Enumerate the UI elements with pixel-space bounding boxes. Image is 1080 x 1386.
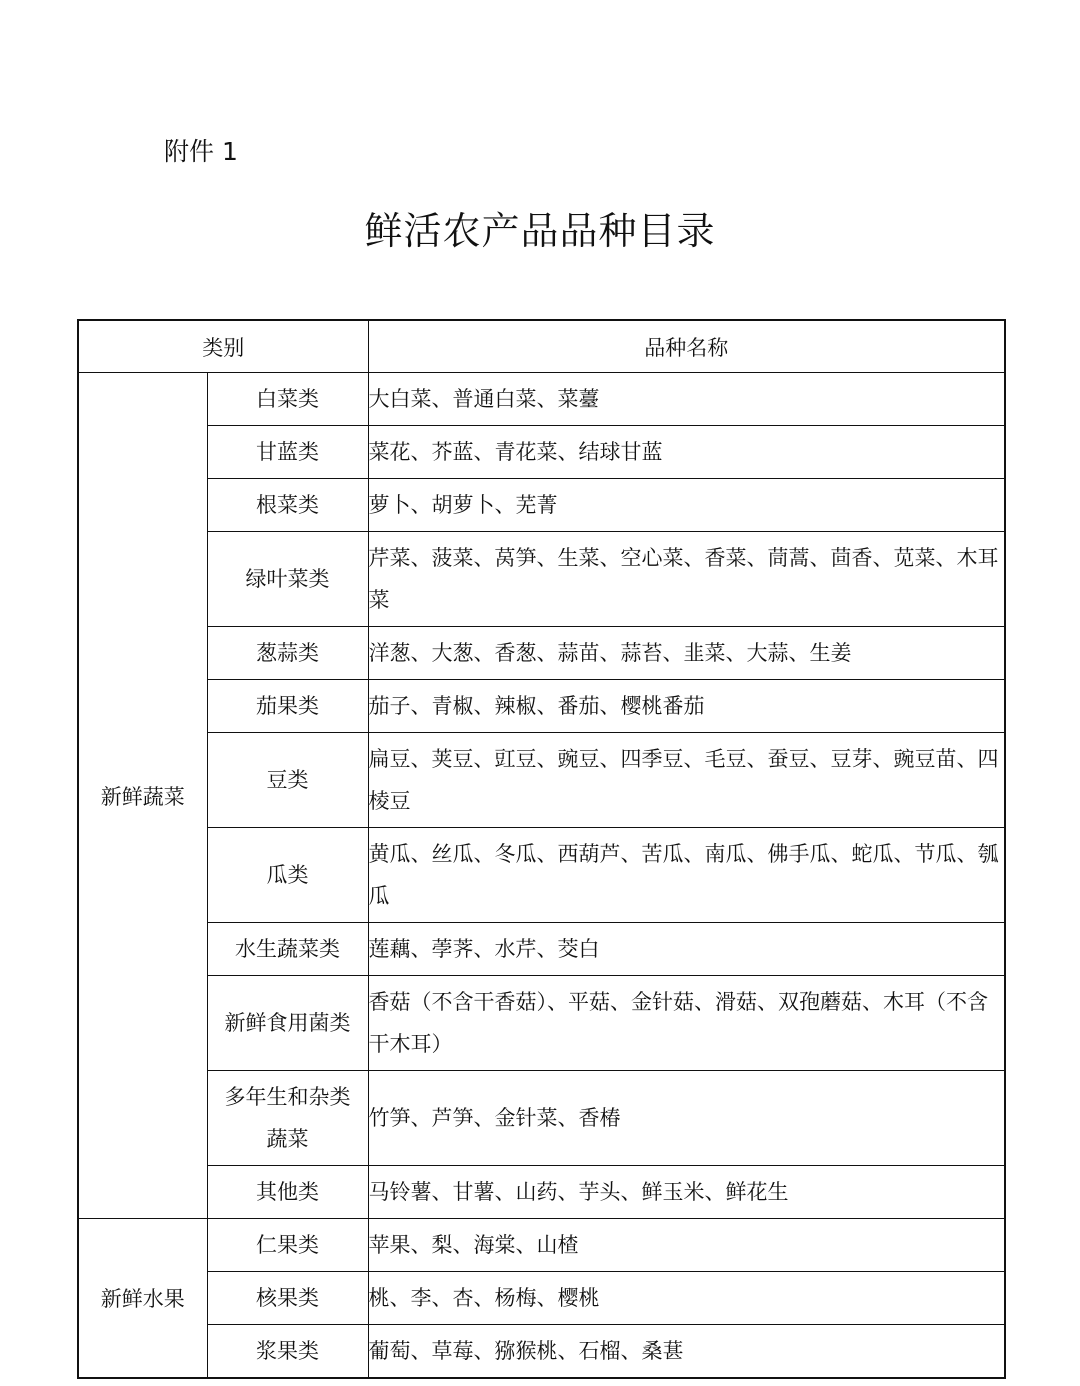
subcategory-cell: 茄果类 <box>207 680 368 733</box>
subcategory-cell: 其他类 <box>207 1166 368 1219</box>
table-row <box>78 680 1005 733</box>
table-row <box>78 828 1005 923</box>
table-header-row <box>78 320 1005 373</box>
annex-label: 附件 1 <box>164 137 238 166</box>
subcategory-cell: 豆类 <box>207 733 368 828</box>
varieties-cell: 竹笋、芦笋、金针菜、香椿 <box>368 1071 1005 1166</box>
subcategory-cell: 核果类 <box>207 1272 368 1325</box>
varieties-cell: 苹果、梨、海棠、山楂 <box>368 1219 1005 1272</box>
subcategory-cell: 水生蔬菜类 <box>207 923 368 976</box>
table-row <box>78 1272 1005 1325</box>
varieties-cell: 葡萄、草莓、猕猴桃、石榴、桑葚 <box>368 1325 1005 1378</box>
subcategory-cell: 新鲜食用菌类 <box>207 976 368 1071</box>
table-row <box>78 976 1005 1071</box>
table-row <box>78 733 1005 828</box>
subcategory-cell: 白菜类 <box>207 373 368 426</box>
page-title: 鲜活农产品品种目录 <box>364 209 716 253</box>
table-row <box>78 1166 1005 1219</box>
table-row <box>78 627 1005 680</box>
subcategory-cell: 葱蒜类 <box>207 627 368 680</box>
varieties-cell: 大白菜、普通白菜、菜薹 <box>368 373 1005 426</box>
varieties-cell: 马铃薯、甘薯、山药、芋头、鲜玉米、鲜花生 <box>368 1166 1005 1219</box>
varieties-cell: 茄子、青椒、辣椒、番茄、樱桃番茄 <box>368 680 1005 733</box>
subcategory-cell: 甘蓝类 <box>207 426 368 479</box>
category-fresh-vegetables: 新鲜蔬菜 <box>78 373 207 1219</box>
table-row <box>78 1071 1005 1166</box>
varieties-cell: 芹菜、菠菜、莴笋、生菜、空心菜、香菜、茼蒿、茴香、苋菜、木耳菜 <box>368 532 1005 627</box>
subcategory-cell: 瓜类 <box>207 828 368 923</box>
header-category: 类别 <box>78 320 368 373</box>
header-varieties: 品种名称 <box>368 320 1005 373</box>
table-row <box>78 532 1005 627</box>
table-row <box>78 1325 1005 1378</box>
varieties-cell: 桃、李、杏、杨梅、樱桃 <box>368 1272 1005 1325</box>
subcategory-cell: 多年生和杂类蔬菜 <box>207 1071 368 1166</box>
catalog-table <box>77 319 1006 1379</box>
table-row <box>78 1219 1005 1272</box>
varieties-cell: 洋葱、大葱、香葱、蒜苗、蒜苔、韭菜、大蒜、生姜 <box>368 627 1005 680</box>
category-fresh-fruits: 新鲜水果 <box>78 1219 207 1378</box>
varieties-cell: 莲藕、荸荠、水芹、茭白 <box>368 923 1005 976</box>
varieties-cell: 扁豆、荚豆、豇豆、豌豆、四季豆、毛豆、蚕豆、豆芽、豌豆苗、四棱豆 <box>368 733 1005 828</box>
table-row <box>78 479 1005 532</box>
varieties-cell: 萝卜、胡萝卜、芜菁 <box>368 479 1005 532</box>
varieties-cell: 黄瓜、丝瓜、冬瓜、西葫芦、苦瓜、南瓜、佛手瓜、蛇瓜、节瓜、瓠瓜 <box>368 828 1005 923</box>
table-row <box>78 923 1005 976</box>
table-row <box>78 373 1005 426</box>
varieties-cell: 菜花、芥蓝、青花菜、结球甘蓝 <box>368 426 1005 479</box>
subcategory-cell: 根菜类 <box>207 479 368 532</box>
subcategory-cell: 浆果类 <box>207 1325 368 1378</box>
subcategory-cell: 绿叶菜类 <box>207 532 368 627</box>
subcategory-cell: 仁果类 <box>207 1219 368 1272</box>
varieties-cell: 香菇（不含干香菇）、平菇、金针菇、滑菇、双孢蘑菇、木耳（不含干木耳） <box>368 976 1005 1071</box>
table-row <box>78 426 1005 479</box>
